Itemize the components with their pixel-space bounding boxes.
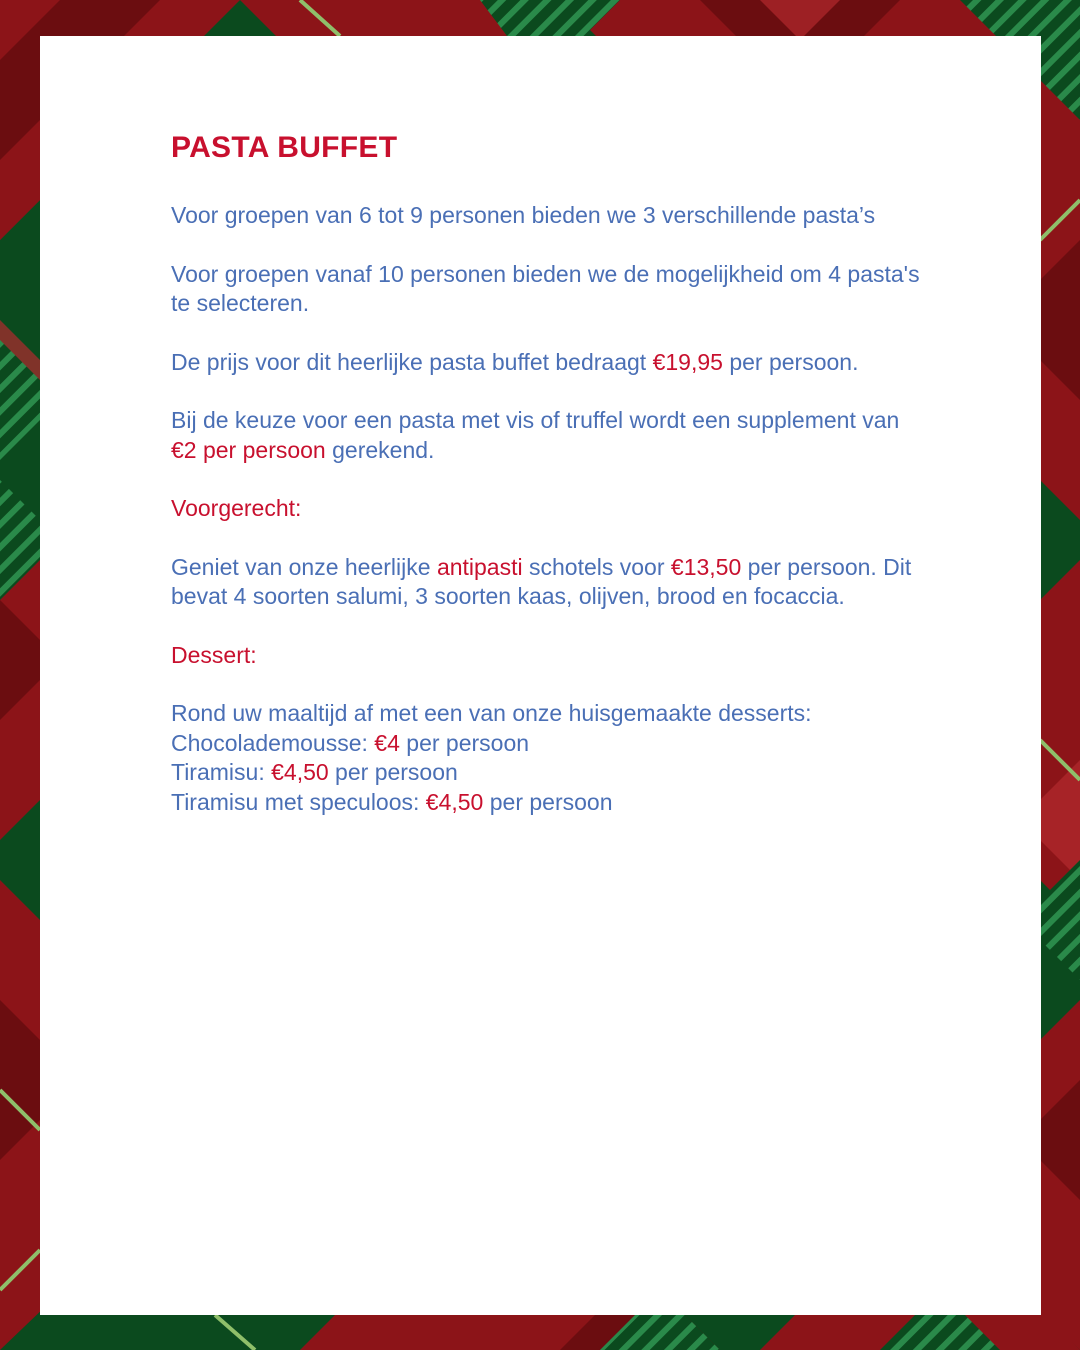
antipasti-highlight: antipasti [436,553,523,580]
group-small-paragraph: Voor groepen van 6 tot 9 personen bieden we 3 verschillende pasta’s [171,202,876,228]
dessert-list [171,699,921,817]
dessert-price: €4,50 [271,759,329,785]
menu-content [171,128,921,817]
price-paragraph: De prijs voor dit heerlijke pasta buffet bedraagt €19,95 per persoon. [171,348,859,375]
dessert-heading: Dessert: [171,641,257,668]
starter-price: €13,50 [670,553,742,580]
dessert-item: Tiramisu met speculoos: €4,50 per persoon [171,788,613,815]
page-title: PASTA BUFFET [171,131,398,164]
dessert-item: Tiramisu: €4,50 per persoon [171,759,458,785]
starter-paragraph: Geniet van onze heerlijke antipasti schotels voor €13,50 per persoon. Dit bevat 4 soorten salumi, 3 soorten kaas, olijven, brood en focaccia. [171,553,912,609]
dessert-item: Chocolademousse: €4 per persoon [171,729,530,756]
dessert-price: €4,50 [425,788,484,815]
starter-heading: Voorgerecht: [171,495,302,521]
supplement-price: €2 per persoon [171,436,326,463]
supplement-paragraph: Bij de keuze voor een pasta met vis of truffel wordt een supplement van €2 per persoon gerekend. [171,407,900,463]
menu-card [40,36,1041,1315]
dessert-intro: Rond uw maaltijd af met een van onze huisgemaakte desserts: [171,700,812,726]
buffet-price: €19,95 [652,348,723,375]
group-large-paragraph: Voor groepen vanaf 10 personen bieden we de mogelijkheid om 4 pasta's te selecteren. [171,260,920,316]
dessert-price: €4 [374,729,400,756]
